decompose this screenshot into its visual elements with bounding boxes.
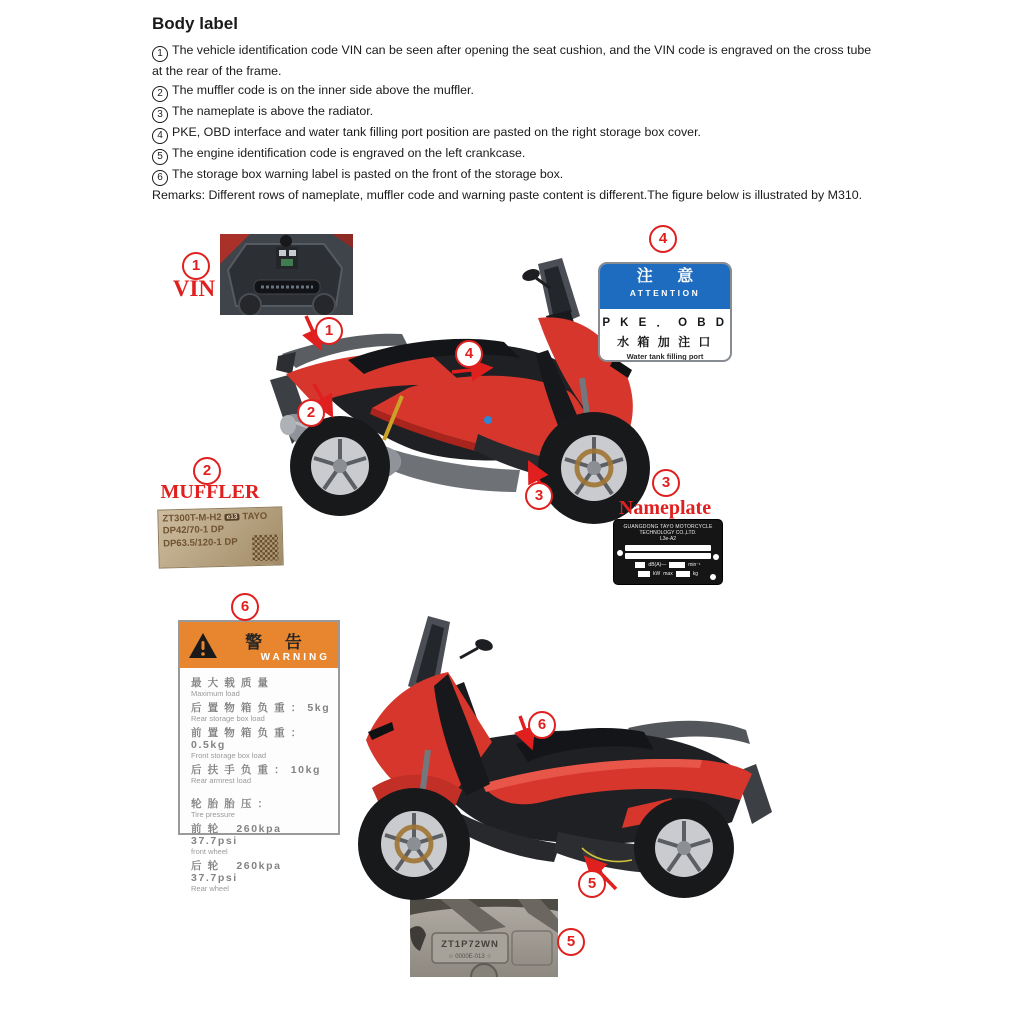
muffler-plate-code-2: DP63.5/120-1 DP <box>163 536 238 550</box>
instruction-text: The vehicle identification code VIN can be seen after opening the seat cushion, and the VIN code is engraved on the cross tube at the rear of the frame. <box>152 43 872 78</box>
page-title: Body label <box>152 14 238 33</box>
nameplate-blank-box <box>635 562 645 568</box>
callout-vin-1: 1 <box>182 252 210 280</box>
callout-bike1-1: 1 <box>315 317 343 345</box>
instruction-item-4 <box>152 123 878 144</box>
nameplate-blank-field <box>625 545 711 551</box>
warning-row-en: Tire pressure <box>191 810 235 819</box>
callout-bike1-3: 3 <box>525 482 553 510</box>
muffler-plate-brand: TAYO <box>242 510 268 523</box>
instruction-number: 5 <box>152 149 168 165</box>
instruction-text: The storage box warning label is pasted on the front of the storage box. <box>172 167 564 181</box>
instruction-number: 1 <box>152 46 168 62</box>
warning-row-en: Rear storage box load <box>191 714 265 723</box>
callout-muffler-2: 2 <box>193 457 221 485</box>
nameplate-blank-field <box>625 553 711 559</box>
callout-bike2-5: 5 <box>578 870 606 898</box>
warning-title-en: WARNING <box>260 651 330 663</box>
muffler-label: MUFFLER <box>160 481 260 503</box>
instruction-item-5 <box>152 144 878 165</box>
nameplate-blank-box <box>676 571 690 577</box>
warning-row-cn: 轮 胎 胎 压 ： <box>191 798 270 810</box>
instruction-number: 4 <box>152 128 168 144</box>
nameplate-label: Nameplate <box>618 497 712 519</box>
callout-bike1-2: 2 <box>297 399 325 427</box>
instruction-item-6 <box>152 165 878 186</box>
nameplate-mass-unit: kg <box>692 571 698 577</box>
warning-label-header <box>180 622 338 668</box>
attention-line-pke-obd: P K E ． O B D <box>602 317 728 329</box>
callout-nameplate-3: 3 <box>652 469 680 497</box>
muffler-plate-e-mark: e13 <box>226 513 238 521</box>
scooter-side-view-left <box>332 612 772 907</box>
rivet-hole <box>617 550 623 556</box>
attention-title-en: ATTENTION <box>629 288 701 298</box>
rivet-hole <box>710 574 716 580</box>
warning-row-cn: 后 轮 260kpa 37.7psi <box>191 860 299 884</box>
warning-row-en: Maximum load <box>191 689 240 698</box>
instruction-item-3 <box>152 102 878 123</box>
engine-serial-text: ☆ 0000E-013 ☆ <box>448 954 492 960</box>
nameplate-noise-label: dB(A)— <box>648 562 667 568</box>
callout-bike2-6: 6 <box>528 711 556 739</box>
attention-line-cn: 水 箱 加 注 口 <box>617 335 713 349</box>
warning-row-cn: 后 置 物 箱 负 重 ： 5kg <box>191 702 331 714</box>
warning-row-en: front wheel <box>191 847 228 856</box>
warning-row-cn: 前 置 物 箱 负 重 ： 0.5kg <box>191 727 303 751</box>
nameplate-graphic <box>613 519 723 585</box>
callout-attention-4: 4 <box>649 225 677 253</box>
attention-title-cn: 注 意 <box>636 268 704 285</box>
rivet-hole <box>713 554 719 560</box>
nameplate-company-1: GUANGDONG TAYO MOTORCYCLE <box>623 524 713 530</box>
warning-row-cn: 后 扶 手 负 重 ： 10kg <box>191 764 322 776</box>
muffler-plate-model: ZT300T-M-H2 <box>162 511 222 525</box>
instruction-text: The nameplate is above the radiator. <box>172 104 374 118</box>
nameplate-noise-unit: min⁻¹ <box>688 562 701 568</box>
nameplate-class: L3e-A2 <box>659 536 677 542</box>
storage-box-warning-label <box>178 620 340 893</box>
callout-warning-6: 6 <box>231 593 259 621</box>
nameplate-company-2: TECHNOLOGY CO.,LTD. <box>639 530 697 536</box>
attention-label-header <box>600 264 730 309</box>
instruction-text: The muffler code is on the inner side above the muffler. <box>172 83 474 97</box>
engine-code-text: ZT1P72WN <box>441 939 499 950</box>
front-wheel <box>358 788 470 900</box>
intro-text-block <box>152 14 878 205</box>
warning-row-cn: 前 轮 260kpa 37.7psi <box>191 823 299 847</box>
nameplate-max-label: max <box>663 571 673 577</box>
instruction-item-2 <box>152 81 878 102</box>
vin-label: VIN <box>172 276 216 301</box>
warning-row-en: Rear armrest load <box>191 776 252 785</box>
instruction-text: The engine identification code is engraved on the left crankcase. <box>172 146 526 160</box>
rear-wheel <box>634 798 734 898</box>
instruction-item-1 <box>152 41 878 81</box>
nameplate-blank-box <box>669 562 685 568</box>
warning-row-cn: 最 大 载 质 量 <box>191 677 270 689</box>
attention-label <box>598 262 732 362</box>
instruction-number: 3 <box>152 107 168 123</box>
rear-wheel <box>290 416 390 516</box>
instruction-text: PKE, OBD interface and water tank filling port position are pasted on the right storage box cover. <box>172 125 701 139</box>
instruction-number: 2 <box>152 86 168 102</box>
nameplate-power-unit: kW <box>653 571 661 577</box>
attention-line-en: Water tank filling port <box>626 352 704 361</box>
callout-engine-5: 5 <box>557 928 585 956</box>
muffler-plate-code-1: DP42/70-1 DP <box>162 523 225 537</box>
instruction-number: 6 <box>152 170 168 186</box>
callout-bike1-4: 4 <box>455 340 483 368</box>
nameplate-blank-box <box>638 571 650 577</box>
engine-photo-illustration <box>410 899 558 977</box>
warning-row-en: Front storage box load <box>191 751 267 760</box>
warning-title-cn: 警 告 <box>245 632 311 652</box>
remarks-text: Remarks: Different rows of nameplate, muffler code and warning paste content is different.The figure below is illustrated by M310. <box>152 188 863 202</box>
engine-id-photo <box>410 899 558 977</box>
warning-triangle-icon <box>188 632 218 659</box>
qr-code <box>252 534 279 561</box>
muffler-plate-photo <box>157 506 284 568</box>
warning-row-en: Rear wheel <box>191 884 229 893</box>
